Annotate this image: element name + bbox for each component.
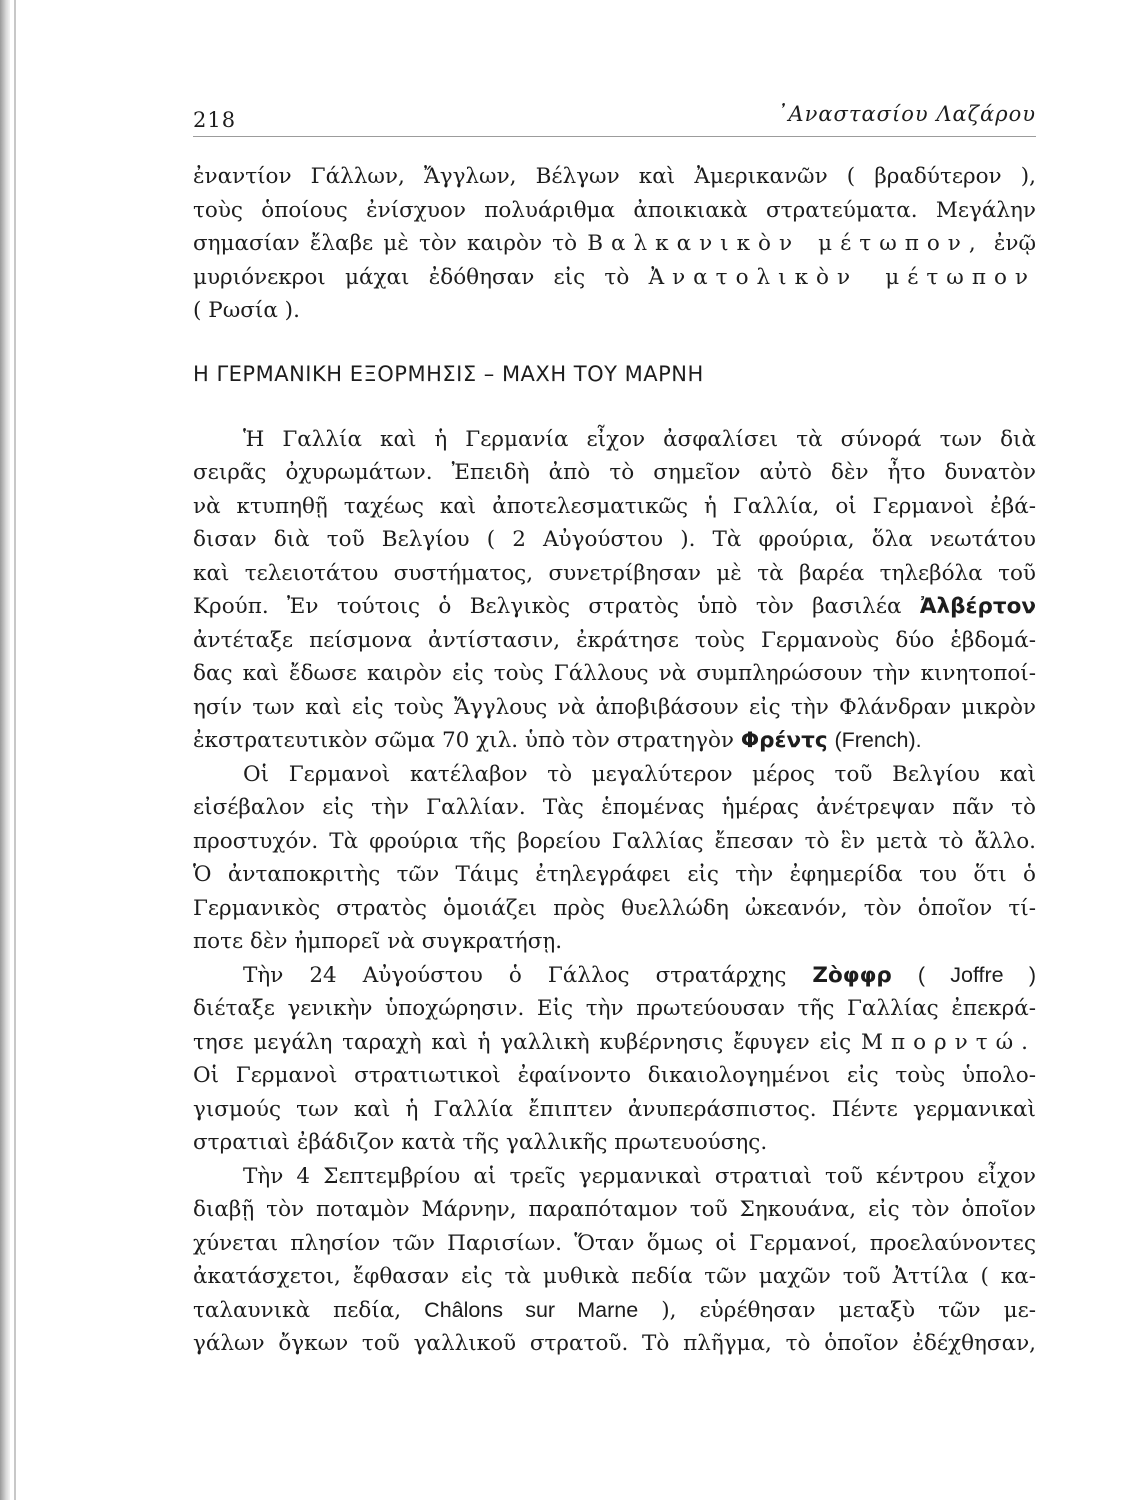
text-line: Οἱ Γερμανοὶ κατέλαβον τὸ μεγαλύτερον μέρος τοῦ Βελγίου καὶ xyxy=(243,761,1036,787)
section-heading: Η ΓΕΡΜΑΝΙΚΗ ΕΞΟΡΜΗΣΙΣ – ΜΑΧΗ ΤΟΥ ΜΑΡΝΗ xyxy=(193,361,704,386)
text-line: Ἡ Γαλλία καὶ ἡ Γερμανία εἶχον ἀσφαλίσει τὰ σύνορά των διὰ xyxy=(243,426,1036,452)
page-left-shadow xyxy=(0,0,10,1500)
text-line: δας καὶ ἔδωσε καιρὸν εἰς τοὺς Γάλλους νὰ συμπληρώσουν τὴν κινητοποί- xyxy=(193,661,1036,686)
text-segment: σημασίαν ἔλαβε μὲ τὸν καιρὸν τὸ xyxy=(193,231,578,256)
text-line: ἀντέταξε πείσμονα ἀντίστασιν, ἐκράτησε τοὺς Γερμανοὺς δύο ἑβδομά- xyxy=(193,627,1036,653)
page-number: 218 xyxy=(193,108,237,132)
spaced-emphasis: Βαλκανικὸν μέτωπον, xyxy=(587,231,984,256)
text-line xyxy=(193,724,1036,758)
body-text xyxy=(193,160,1036,1361)
text-line: ἀκατάσχετοι, ἔφθασαν εἰς τὰ μυθικὰ πεδία τῶν μαχῶν τοῦ Ἀττίλα ( κα- xyxy=(193,1264,1036,1289)
text-line xyxy=(193,227,1036,261)
text-segment: μυριόνεκροι μάχαι ἐδόθησαν εἰς τὸ xyxy=(193,264,630,290)
text-line: ἐναντίον Γάλλων, Ἄγγλων, Βέλγων καὶ Ἀμερικανῶν ( βραδύτερον ), xyxy=(193,164,1036,189)
paragraph-1 xyxy=(193,423,1036,758)
text-line: ποτε δὲν ἠμπορεῖ νὰ συγκρατήσῃ. xyxy=(193,929,563,954)
intro-paragraph xyxy=(193,160,1036,328)
text-segment: Τὴν 24 Αὐγούστου ὁ Γάλλος στρατάρχης xyxy=(243,962,787,988)
text-line: στρατιαὶ ἐβάδιζον κατὰ τῆς γαλλικῆς πρωτευούσης. xyxy=(193,1130,768,1155)
text-line: σειρᾶς ὀχυρωμάτων. Ἐπειδὴ ἀπὸ τὸ σημεῖον αὐτὸ δὲν ἦτο δυνατὸν xyxy=(193,460,1036,485)
text-line: γάλων ὄγκων τοῦ γαλλικοῦ στρατοῦ. Τὸ πλῆγμα, τὸ ὁποῖον ἐδέχθησαν, xyxy=(193,1331,1036,1356)
text-line: διέταξε γενικὴν ὑποχώρησιν. Εἰς τὴν πρωτεύουσαν τῆς Γαλλίας ἐπεκρά- xyxy=(193,996,1036,1021)
text-line: εἰσέβαλον εἰς τὴν Γαλλίαν. Τὰς ἑπομένας ἡμέρας ἀνέτρεψαν πᾶν τὸ xyxy=(193,795,1036,820)
text-line: χύνεται πλησίον τῶν Παρισίων. Ὅταν ὅμως οἱ Γερμανοί, προελαύνοντες xyxy=(193,1230,1036,1256)
text-line xyxy=(193,959,1036,993)
text-line: καὶ τελειοτάτου συστήματος, συνετρίβησαν μὲ τὰ βαρέα τηλεβόλα τοῦ xyxy=(193,560,1036,586)
bold-name-french: Φρέντς xyxy=(740,728,828,753)
text-line: τοὺς ὁποίους ἐνίσχυον πολυάριθμα ἀποικιακὰ στρατεύματα. Μεγάλην xyxy=(193,197,1036,223)
bold-name-joffre: Ζὸφφρ xyxy=(812,962,892,988)
text-line: Οἱ Γερμανοὶ στρατιωτικοὶ ἐφαίνοντο δικαιολογημένοι εἰς τοὺς ὑπολο- xyxy=(193,1063,1036,1088)
text-line: προστυχόν. Τὰ φρούρια τῆς βορείου Γαλλίας ἔπεσαν τὸ ἓν μετὰ τὸ ἄλλο. xyxy=(193,828,1036,854)
text-segment: τησε μεγάλη ταραχὴ καὶ ἡ γαλλικὴ κυβέρνησις ἔφυγεν εἰς xyxy=(193,1029,852,1055)
bold-name-albertos: Ἀλβέρτον xyxy=(919,594,1036,619)
text-segment: ἐνῷ xyxy=(993,231,1036,256)
text-line xyxy=(193,1294,1036,1328)
text-line xyxy=(193,261,1036,295)
text-line: Τὴν 4 Σεπτεμβρίου αἱ τρεῖς γερμανικαὶ στρατιαὶ τοῦ κέντρου εἶχον xyxy=(243,1163,1036,1189)
binding-line xyxy=(14,0,16,1500)
paragraph-3 xyxy=(193,959,1036,1160)
text-segment: ), εὑρέθησαν μεταξὺ τῶν με- xyxy=(661,1297,1037,1323)
spaced-emphasis: Μπορντώ. xyxy=(860,1029,1036,1055)
text-line: Γερμανικὸς στρατὸς ὁμοιάζει πρὸς θυελλώδη ὠκεανόν, τὸν ὁποῖον τί- xyxy=(193,895,1036,921)
text-segment: ἐκστρατευτικὸν σῶμα 70 χιλ. ὑπὸ τὸν στρατηγὸν xyxy=(193,728,734,753)
paragraph-4 xyxy=(193,1160,1036,1361)
latin-place-name: Châlons sur Marne xyxy=(424,1297,639,1322)
running-title: ᾿Αναστασίου Λαζάρου xyxy=(776,102,1036,126)
text-line: διαβῇ τὸν ποταμὸν Μάρνην, παραπόταμον τοῦ Σηκουάνα, εἰς τὸν ὁποῖον xyxy=(193,1197,1036,1222)
latin-name: ( Joffre ) xyxy=(917,962,1036,987)
text-segment: Κρούπ. Ἐν τούτοις ὁ Βελγικὸς στρατὸς ὑπὸ τὸν βασιλέα xyxy=(193,594,902,619)
text-line xyxy=(193,1026,1036,1060)
text-line: Ὁ ἀνταποκριτὴς τῶν Τάιμς ἐτηλεγράφει εἰς τὴν ἐφημερίδα του ὅτι ὁ xyxy=(193,862,1036,887)
text-line: νὰ κτυπηθῇ ταχέως καὶ ἀποτελεσματικῶς ἡ Γαλλία, οἱ Γερμανοὶ ἐβά- xyxy=(193,493,1036,519)
header-rule xyxy=(193,136,1036,137)
spaced-emphasis: Ἀνατολικὸν μέτωπον xyxy=(648,264,1036,290)
text-line: δισαν διὰ τοῦ Βελγίου ( 2 Αὐγούστου ). Τὰ φρούρια, ὅλα νεωτάτου xyxy=(193,527,1036,552)
text-line: ( Ρωσία ). xyxy=(193,298,300,323)
latin-name: (French). xyxy=(834,728,922,752)
text-line: ησίν των καὶ εἰς τοὺς Ἄγγλους νὰ ἀποβιβάσουν εἰς τὴν Φλάνδραν μικρὸν xyxy=(193,694,1036,720)
paragraph-2 xyxy=(193,758,1036,959)
text-line: γισμούς των καὶ ἡ Γαλλία ἔπιπτεν ἀνυπεράσπιστος. Πέντε γερμανικαὶ xyxy=(193,1096,1036,1122)
text-segment: ταλαυνικὰ πεδία, xyxy=(193,1297,402,1323)
text-line xyxy=(193,590,1036,624)
